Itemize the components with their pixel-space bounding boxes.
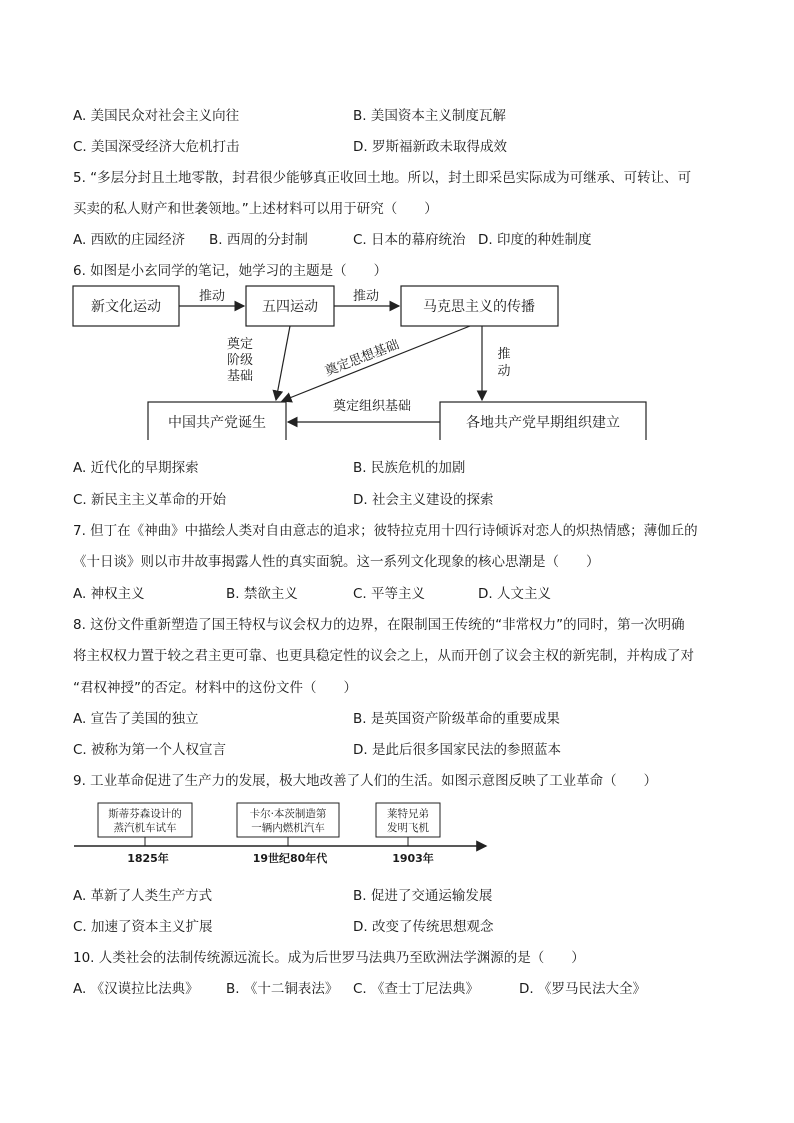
- box-early-orgs-label: 各地共产党早期组织建立: [466, 415, 620, 431]
- q8-option-d[interactable]: D. 是此后很多国家民法的参照蓝本: [353, 742, 561, 758]
- date2: 19世纪80年代: [252, 852, 328, 865]
- q4-option-b[interactable]: B. 美国资本主义制度瓦解: [353, 108, 506, 124]
- event1-text-2: 蒸汽机车试车: [113, 822, 177, 834]
- label-org-base: 奠定组织基础: [332, 399, 412, 414]
- q7-stem-line2: 《十日谈》则以市井故事揭露人性的真实面貌。这一系列文化现象的核心思潮是（ ）: [73, 554, 600, 570]
- q5-option-a[interactable]: A. 西欧的庄园经济: [73, 232, 186, 248]
- event2-text-1: 卡尔·本茨制造第: [249, 808, 327, 820]
- date1: 1825年: [127, 852, 169, 865]
- date3: 1903年: [392, 852, 434, 865]
- arrow-thought-base: [282, 326, 470, 401]
- q8-option-b[interactable]: B. 是英国资产阶级革命的重要成果: [353, 711, 560, 727]
- event2-text-2: 一辆内燃机汽车: [251, 822, 325, 834]
- label-class-base-2: 阶级: [226, 353, 254, 368]
- q8-stem-line2: 将主权权力置于较之君主更可靠、也更具稳定性的议会之上，从而开创了议会主权的新宪制，并构成了对: [73, 648, 694, 664]
- q5-stem-line2: 买卖的私人财产和世袭领地。”上述材料可以用于研究（ ）: [73, 201, 438, 217]
- q7-option-d[interactable]: D. 人文主义: [478, 586, 551, 602]
- q9-stem: 9. 工业革命促进了生产力的发展，极大地改善了人们的生活。如图示意图反映了工业革命（ ）: [73, 773, 658, 789]
- q6-option-a[interactable]: A. 近代化的早期探索: [73, 460, 199, 476]
- q10-option-a[interactable]: A. 《汉谟拉比法典》: [73, 981, 199, 997]
- arrow-class-base: [276, 326, 290, 400]
- q10-option-c[interactable]: C. 《查士丁尼法典》: [353, 981, 480, 997]
- q9-timeline: [0, 798, 794, 873]
- box-may-fourth-label: 五四运动: [262, 299, 318, 315]
- label-class-base-3: 基础: [226, 369, 254, 384]
- q4-option-a[interactable]: A. 美国民众对社会主义向往: [73, 108, 240, 124]
- q6-stem: 6. 如图是小玄同学的笔记，她学习的主题是（ ）: [73, 263, 388, 279]
- q6-option-c[interactable]: C. 新民主主义革命的开始: [73, 492, 227, 508]
- q9-option-d[interactable]: D. 改变了传统思想观念: [353, 919, 494, 935]
- label-push-1: 推动: [198, 289, 226, 304]
- q5-option-c[interactable]: C. 日本的幕府统治: [353, 232, 466, 248]
- label-push-2: 推动: [352, 289, 380, 304]
- q5-option-b[interactable]: B. 西周的分封制: [209, 232, 308, 248]
- label-class-base-1: 奠定: [226, 337, 254, 352]
- q8-stem-line3: “君权神授”的否定。材料中的这份文件（ ）: [73, 680, 357, 696]
- q8-option-a[interactable]: A. 宣告了美国的独立: [73, 711, 199, 727]
- event1-text-1: 斯蒂芬森设计的: [108, 808, 182, 820]
- q7-stem-line1: 7. 但丁在《神曲》中描绘人类对自由意志的追求；彼特拉克用十四行诗倾诉对恋人的炽热情感；薄伽丘的: [73, 523, 698, 539]
- q8-stem-line1: 8. 这份文件重新塑造了国王特权与议会权力的边界，在限制国王传统的“非常权力”的同时，第一次明确: [73, 617, 685, 633]
- q6-option-b[interactable]: B. 民族危机的加剧: [353, 460, 466, 476]
- box-marxism-label: 马克思主义的传播: [423, 299, 535, 315]
- box-new-culture-label: 新文化运动: [91, 299, 161, 315]
- q10-stem: 10. 人类社会的法制传统源远流长。成为后世罗马法典乃至欧洲法学渊源的是（ ）: [73, 950, 585, 966]
- q5-stem-line1: 5. “多层分封且土地零散，封君很少能够真正收回土地。所以，封土即采邑实际成为可继承、可转让、可: [73, 170, 692, 186]
- q7-option-a[interactable]: A. 神权主义: [73, 586, 145, 602]
- q6-flow-diagram: [0, 280, 794, 440]
- q7-option-c[interactable]: C. 平等主义: [353, 586, 426, 602]
- q10-option-d[interactable]: D. 《罗马民法大全》: [519, 981, 646, 997]
- q4-option-d[interactable]: D. 罗斯福新政未取得成效: [353, 139, 507, 155]
- box-cpc-born-label: 中国共产党诞生: [168, 415, 266, 431]
- event3-text-1: 莱特兄弟: [387, 808, 429, 820]
- event3-text-2: 发明飞机: [387, 822, 429, 834]
- q7-option-b[interactable]: B. 禁欲主义: [226, 586, 298, 602]
- label-thought-base: 奠定思想基础: [323, 337, 402, 380]
- q8-option-c[interactable]: C. 被称为第一个人权宣言: [73, 742, 227, 758]
- q5-option-d[interactable]: D. 印度的种姓制度: [478, 232, 592, 248]
- q10-option-b[interactable]: B. 《十二铜表法》: [226, 981, 339, 997]
- label-push-3-1: 推: [497, 347, 511, 362]
- q9-option-a[interactable]: A. 革新了人类生产方式: [73, 888, 213, 904]
- q4-option-c[interactable]: C. 美国深受经济大危机打击: [73, 139, 240, 155]
- q9-option-c[interactable]: C. 加速了资本主义扩展: [73, 919, 213, 935]
- q9-option-b[interactable]: B. 促进了交通运输发展: [353, 888, 493, 904]
- label-push-3-2: 动: [497, 364, 511, 379]
- q6-option-d[interactable]: D. 社会主义建设的探索: [353, 492, 494, 508]
